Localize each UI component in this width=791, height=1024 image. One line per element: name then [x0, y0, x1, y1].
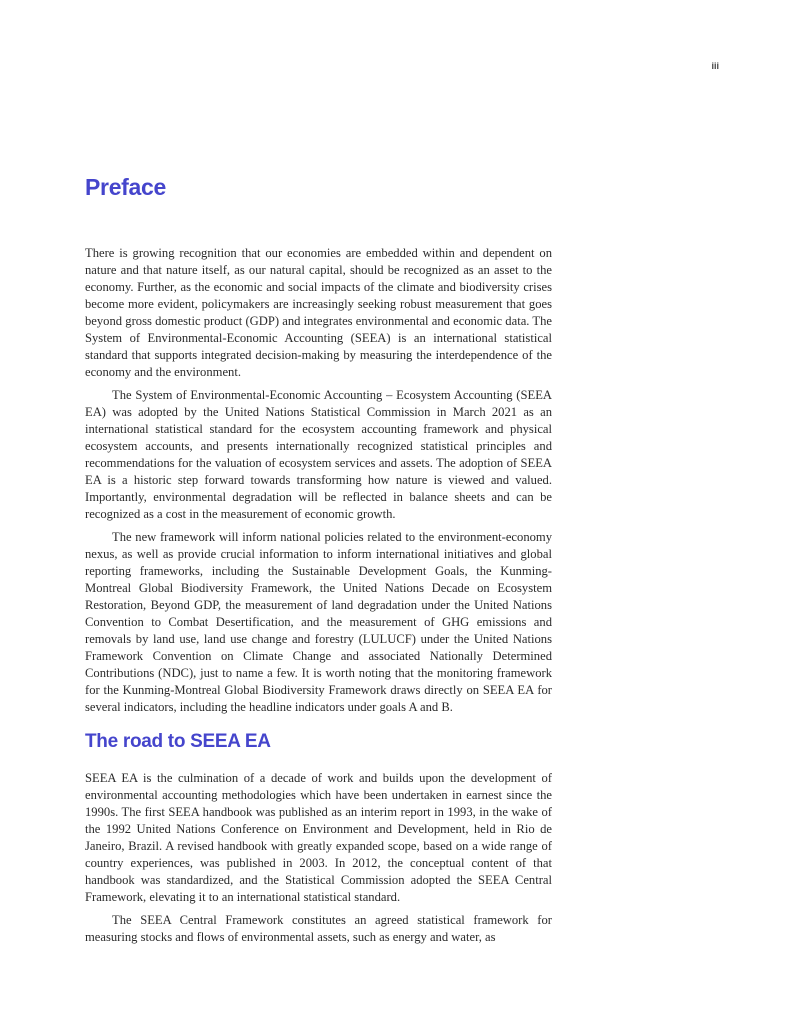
preface-body	[85, 245, 552, 722]
page-number: iii	[711, 61, 719, 71]
preface-heading: Preface	[85, 174, 167, 200]
preface-paragraph-1: There is growing recognition that our economies are embedded within and dependent on nature and that nature itself, as our natural capital, should be recognized as an asset to the economy. Further, as the economic and social impacts of the climate and biodiversity crises become more evident, policymakers are increasingly seeking robust measurement that goes beyond gross domestic product (GDP) and integrates environmental and economic data. The System of Environmental-Economic Accounting (SEEA) is an international statistical standard that supports integrated decision-making by measuring the interdependence of the economy and the environment.	[85, 246, 552, 379]
road-to-seea-ea-heading: The road to SEEA EA	[85, 731, 271, 752]
road-paragraph-2: The SEEA Central Framework constitutes an agreed statistical framework for measuring stocks and flows of environmental assets, such as energy and water, as	[85, 913, 552, 944]
preface-paragraph-2: The System of Environmental-Economic Accounting – Ecosystem Accounting (SEEA EA) was adopted by the United Nations Statistical Commission in March 2021 as an international statistical standard for the ecosystem accounting framework and physical ecosystem accounts, and presents internationally recognized statistical principles and recommendations for the valuation of ecosystem services and assets. The adoption of SEEA EA is a historic step forward towards transforming how nature is viewed and valued. Importantly, environmental degradation will be reflected in balance sheets and can be recognized as a cost in the measurement of economic growth.	[85, 388, 552, 521]
road-body	[85, 770, 552, 952]
road-paragraph-1: SEEA EA is the culmination of a decade of work and builds upon the development of environmental accounting methodologies which have been undertaken in earnest since the 1990s. The first SEEA handbook was published as an interim report in 1993, in the wake of the 1992 United Nations Conference on Environment and Development, held in Rio de Janeiro, Brazil. A revised handbook with greatly expanded scope, based on a wide range of country experiences, was published in 2003. In 2012, the conceptual content of that handbook was standardized, and the Statistical Commission adopted the SEEA Central Framework, elevating it to an international statistical standard.	[85, 771, 552, 904]
preface-paragraph-3: The new framework will inform national policies related to the environment-economy nexus, as well as provide crucial information to inform international initiatives and global reporting frameworks, including the Sustainable Development Goals, the Kunming-Montreal Global Biodiversity Framework, the United Nations Decade on Ecosystem Restoration, Beyond GDP, the measurement of land degradation under the United Nations Convention to Combat Desertification, and the measurement of GHG emissions and removals by land use, land use change and forestry (LULUCF) under the United Nations Framework Convention on Climate Change and associated Nationally Determined Contributions (NDC), just to name a few. It is worth noting that the monitoring framework for the Kunming-Montreal Global Biodiversity Framework draws directly on SEEA EA for several indicators, including the headline indicators under goals A and B.	[85, 530, 552, 714]
